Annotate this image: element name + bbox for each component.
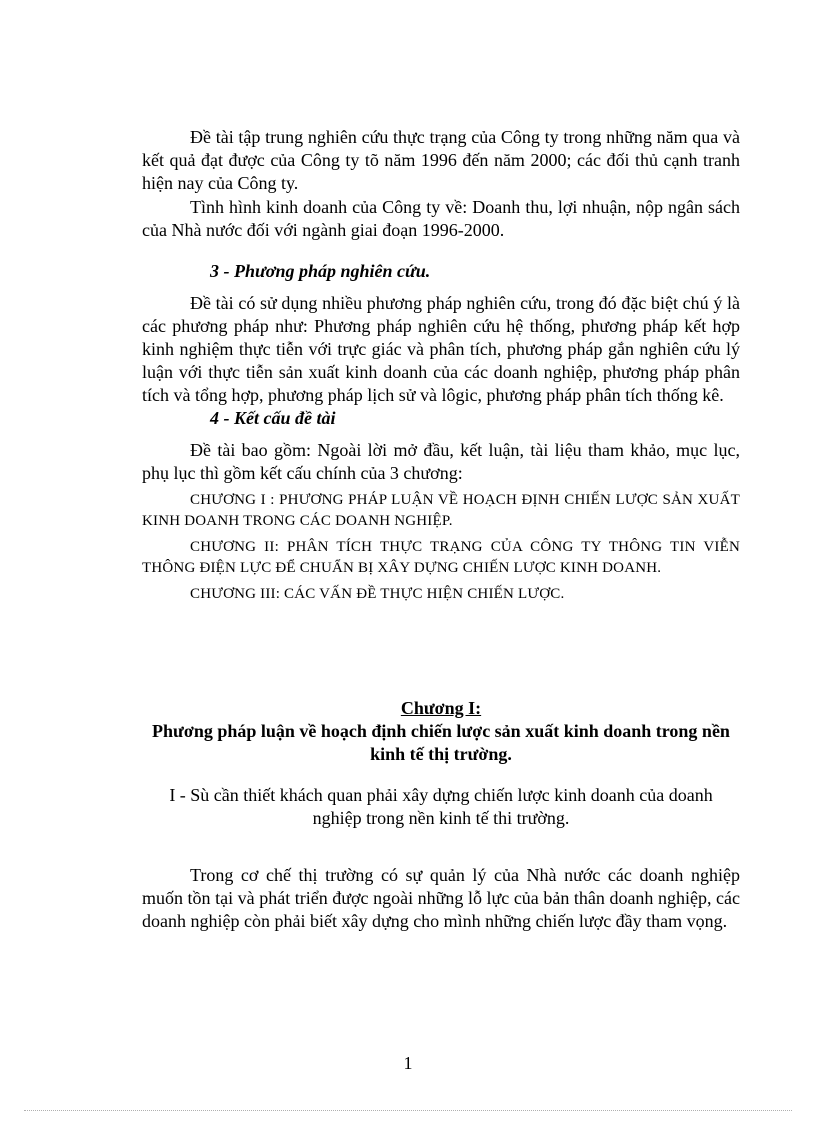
page-content	[142, 126, 740, 933]
chapter-1-title: Chương I:	[400, 698, 482, 718]
chapter-1-body: Trong cơ chế thị trường có sự quản lý của Nhà nước các doanh nghiệp muốn tồn tại và phát triển được ngoài những lỗ lực của bản thân doanh nghiệp, các doanh nghiệp còn phải biết xây dựng cho mình những chiến lược đầy tham vọng.	[142, 865, 740, 931]
section-3-heading: 3 - Phương pháp nghiên cứu.	[210, 261, 431, 281]
section-3-body: Đề tài có sử dụng nhiều phương pháp nghiên cứu, trong đó đặc biệt chú ý là các phương pháp như: Phương pháp nghiên cứu hệ thống, phương pháp kết hợp kinh nghiệm thực tiễn với trực giác và phân tích, phương pháp gắn nghiên cứu lý luận với thực tiễn sản xuất kinh doanh của các doanh nghiệp, phương pháp phân tích và tổng hợp, phương pháp lịch sử và lôgic, phương pháp phân tích thống kê.	[142, 293, 740, 405]
chapter-list-item-3: CHƯƠNG III: CÁC VẤN ĐỀ THỰC HIỆN CHIẾN LƯỢC.	[190, 586, 565, 602]
intro-paragraph-1: Đề tài tập trung nghiên cứu thực trạng của Công ty trong những năm qua và kết quả đạt được của Công ty tõ năm 1996 đến năm 2000; các đối thủ cạnh tranh hiện nay của Công ty.	[142, 127, 740, 193]
section-4-heading: 4 - Kết cấu đề tài	[210, 408, 336, 428]
page-bottom-divider	[24, 1110, 792, 1111]
chapter-1-subtitle: Phương pháp luận về hoạch định chiến lược sản xuất kinh doanh trong nền kinh tế thị trường.	[152, 721, 730, 764]
chapter-1-section-heading: I - Sù cần thiết khách quan phải xây dựng chiến lược kinh doanh của doanh nghiệp trong nền kinh tế thi trường.	[169, 785, 713, 828]
chapter-list-item-1: CHƯƠNG I : PHƯƠNG PHÁP LUẬN VỀ HOẠCH ĐỊNH CHIẾN LƯỢC SẢN XUẤT KINH DOANH TRONG CÁC DOANH NGHIỆP.	[142, 492, 740, 529]
chapter-list-item-2: CHƯƠNG II: PHÂN TÍCH THỰC TRẠNG CỦA CÔNG TY THÔNG TIN VIỄN THÔNG ĐIỆN LỰC ĐỂ CHUẨN BỊ XÂY DỰNG CHIẾN LƯỢC KINH DOANH.	[142, 539, 740, 576]
page-number: 1	[403, 1053, 413, 1073]
section-4-body: Đề tài bao gồm: Ngoài lời mở đầu, kết luận, tài liệu tham khảo, mục lục, phụ lục thì gồm kết cấu chính của 3 chương:	[142, 440, 740, 483]
intro-paragraph-2: Tình hình kinh doanh của Công ty về: Doanh thu, lợi nhuận, nộp ngân sách của Nhà nước đối với ngành giai đoạn 1996-2000.	[142, 197, 740, 240]
chapter-1-heading-block	[142, 697, 740, 766]
